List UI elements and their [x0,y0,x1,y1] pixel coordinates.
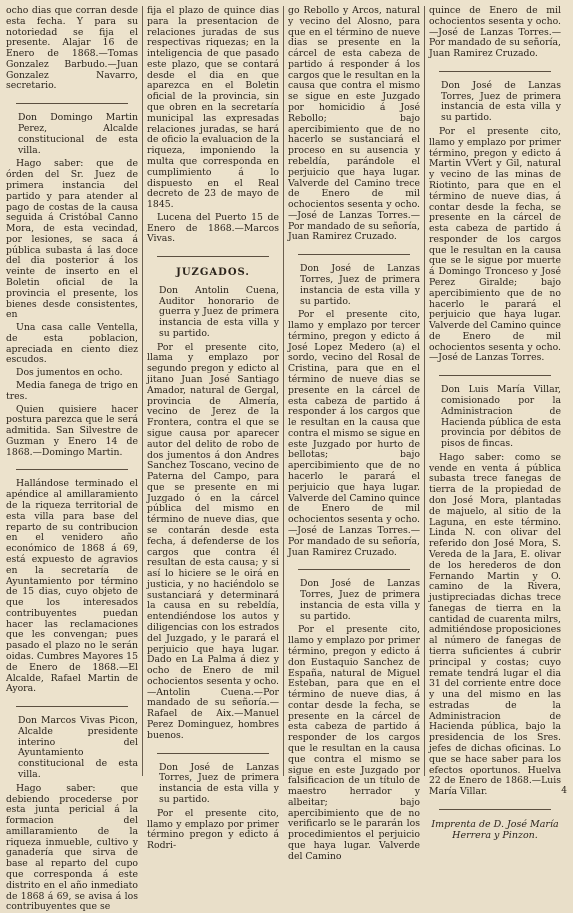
paragraph: Hago saber: como se vende en venta á pública subasta trece fanegas de tierra de la propiedad de don José Mora, plantadas de majuelo, al sitio de la Laguna, en este término. Linda N. con olivar del referido don José Mora, S. Vereda de la Jara, E. olivar de los herederos de don Fernando Martin y O. camino de la Rivera, justipreciadas dichas trece fanegas de tierra en la cantidad de cuarenta milrs, admitiéndose proposiciones al número de fanegas de tierra suficientes á cubrir principal y costas; cuyo remate tendrá lugar el dia 31 del corriente entre doce y una del mismo en las estradas de la Administracion de Hacienda pública, bajo la presidencia de los Sres. jefes de dichas oficinas. Lo que se hace saber para los efectos oportunos. Huelva 22 de Enero de 1868.—Luis María Villar. [429,451,561,798]
paragraph: Dos jumentos en ocho. [16,367,123,379]
column-rule [283,6,284,776]
column-rule [424,6,425,776]
notice-heading: Don Domingo Martin Perez, Alcalde constitucional de esta villa. [18,112,138,156]
paragraph: Una casa calle Ventella, de esta poblacion, apreciada en ciento diez escudos. [6,322,138,366]
separator [439,809,551,810]
paragraph: ocho dias que corran desde esta fecha. Y para su notoriedad se fija el presente. Alajar 16 de Enero de 1868.—Tomas Gonzalez Barbudo.—Juan Gonzalez Navarro, secretario. [6,5,138,92]
column-3 [288,5,420,862]
column-4 [429,5,561,841]
section-title: JUZGADOS. [176,267,250,279]
paragraph: quince de Enero de mil ochocientos sesenta y ocho.—José de Lanzas Torres.—Por mandado de su señoría, Juan Ramirez Cruzado. [429,5,561,60]
paragraph: Hago saber: que de órden del Sr. Juez de primera instancia del partido y para atender al pago de costas de la causa seguida á Cristóbal Canno Mora, de esta vecindad, por lesiones, se saca á pública subasta á las doce del dia posterior á los veinte de inserto en el Boletin oficial de la provincia el presente, los bienes desde consistentes, en [6,158,138,321]
notice-heading: Don José de Lanzas Torres, Juez de primera instancia de esta villa y su partido. [441,79,561,124]
separator [157,753,269,754]
notice-heading: Don José de Lanzas Torres, Juez de primera instancia de esta villa y su partido. [300,578,420,622]
paragraph: Por el presente cito, llamo y emplazo por primer término pregon y edicto á Rodri- [147,807,279,852]
separator [16,706,128,707]
separator [16,103,128,104]
paragraph: Por el presente cito, llamo y emplazo por primer término, pregon y edicto á Martin VVert y Gil, natural y vecino de las minas de Riotinto, para que en el término de nueve dias, á contar desde la fecha, se presente en la cárcel de esta cabeza de partido á responder de los cargos que le resultan en la causa que se le sigue por muerte á Domingo Tronceso y José Perez Giralde; bajo apercibimiento que de no hacerlo le parará el perjuicio que haya lugar. Valverde del Camino quince de Enero de mil ochocientos sesenta y ocho.—José de Lanzas Torres. [429,126,561,364]
notice-heading: Don Marcos Vivas Picon, Alcalde presidente interino del Ayuntamiento constitucional de esta villa. [18,715,138,780]
paragraph: Media fanega de trigo en tres. [6,380,138,402]
paragraph: Hago saber: que debiendo procederse por esta junta pericial á la formacion del amillaramiento de la riqueza inmueble, cultivo y ganadería que sirva de base al reparto del cupo que corresponda á este distrito en el año inmediato de 1868 á 69, se avisa á los contribuyentes que se [6,782,138,913]
paragraph: Por el presente cito, llamo y emplazo por primer término, pregon y edicto á don Eustaquio Sanchez de España, natural de Miguel Esteban, para que en el término de nueve dias, á contar desde la fecha, se presente en la cárcel de esta cabeza de partido á responder de los cargos que le resultan en la causa que contra el mismo se sigue en este Juzgado por falsificacion de un título de maestro herrador y albeitar; bajo apercibimiento que de no verificarlo se le pararán los procedimientos el perjuicio que haya lugar. Valverde del Camino [288,624,420,862]
separator [298,254,410,255]
paragraph: Por el presente cito, llamo y emplazo por tercer término, pregon y edicto á José Lopez Medero (a) el sordo, vecino del Rosal de Cristina, para que en el término de nueve dias se presente en la cárcel de esta cabeza de partido á responder á los cargos que le resultan en la causa que contra el mismo se sigue en este Juzgado por hurto de bellotas; bajo apercibimiento que de no hacerlo le parará el perjuicio que haya lugar. Valverde del Camino quince de Enero de mil ochocientos sesenta y ocho.—José de Lanzas Torres.—Por mandado de su señoría, Juan Ramirez Cruzado. [288,309,420,558]
separator [16,469,128,470]
page-number: 4 [561,786,567,796]
paragraph: Lucena del Puerto 15 de Enero de 1868.—Marcos Vivas. [147,211,279,245]
column-rule [142,6,143,776]
column-1 [6,5,138,913]
notice-heading: Don Antolin Cuena, Auditor honorario de guerra y Juez de primera instancia de esta villa y su partido. [159,284,279,339]
paragraph: go Rebollo y Arcos, natural y vecino del Alosno, para que en el término de nueve dias se presente en la cárcel de esta cabeza de partido á responder á los cargos que le resultan en la causa que contra el mismo se sigue en este Juzgado por homicidio á José Rebollo; bajo apercibimiento que de no hacerlo se sustanciará el proceso en su ausencia y rebeldía, parándole el perjuicio que haya lugar. Valverde del Camino trece de Enero de mil ochocientos sesenta y ocho.—José de Lanzas Torres.—Por mandado de su señoría, Juan Ramirez Cruzado. [288,5,420,243]
separator [298,569,410,570]
notice-heading: Don José de Lanzas Torres, Juez de primera instancia de esta villa y su partido. [159,761,279,805]
paragraph: fija el plazo de quince dias para la presentacion de relaciones juradas de sus respectivas riquezas; en la inteligencia de que pasado este plazo, que se contará desde el dia en que aparezca en el Boletin oficial de la provincia, sin que obren en la secretaría municipal las expresadas relaciones juradas, se hará de oficio la evaluacion de la riqueza, imponiendo la multa que corresponda en cumplimiento á lo dispuesto en el Real decreto de 23 de mayo de 1845. [147,5,279,211]
separator [439,375,551,376]
separator [439,71,551,72]
notice-heading: Don José de Lanzas Torres, Juez de primera instancia de esta villa y su partido. [300,263,420,307]
paragraph: Quien quisiere hacer postura parezca que le será admitida. San Silvestre de Guzman y Enero 14 de 1868.—Domingo Martin. [6,403,138,458]
printer-imprint: Imprenta de D. José María Herrera y Pinzon. [431,818,559,841]
notice-heading: Don Luis María Villar, comisionado por la Administracion de Hacienda pública de esta provincia por débitos de pisos de fincas. [441,384,561,450]
separator [157,256,269,257]
paragraph: Por el presente cito, llama y emplazo por segundo pregon y edicto al jitano Juan José Santiago Amador, natural de Gergal, provincia de Almería, vecino de Jerez de la Frontera, contra el que se sigue causa por aparecer autor del delito de robo de dos jumentos á don Andres Sanchez Toscano, vecino de Paterna del Campo, para que se presente en mi Juzgado ó en la cárcel pública del mismo en término de nueve dias, que se contarán desde esta fecha, á defenderse de los cargos que contra él resultan de esta causa; y si así lo hiciere se le oirá en justicia, y no haciéndolo se sustanciará y determinará la causa en su rebeldía, entendiéndose los autos y diligencias con los estrados del Juzgado, y le parará el perjuicio que haya lugar. Dado en La Palma á diez y ocho de Enero de mil ochocientos sesenta y ocho.—Antolin Cuena.—Por mandado de su señoría.—Rafael de Aix.—Manuel Perez Dominguez, hombres buenos. [147,341,279,741]
paragraph: Hallándose terminado el apéndice al amillaramiento de la riqueza territorial de esta villa para base del reparto de su contribucion en el venidero año económico de 1868 á 69, está expuesto de agravios en la secretaría de Ayuntamiento por término de 15 dias, cuyo objeto de que los interesados contribuyentes puedan hacer las reclamaciones que les convengan; pues pasado el plazo no le serán oidas. Cumbres Mayores 15 de Enero de 1868.—El Alcalde, Rafael Martin de Ayora. [6,478,138,695]
column-2 [147,5,279,852]
